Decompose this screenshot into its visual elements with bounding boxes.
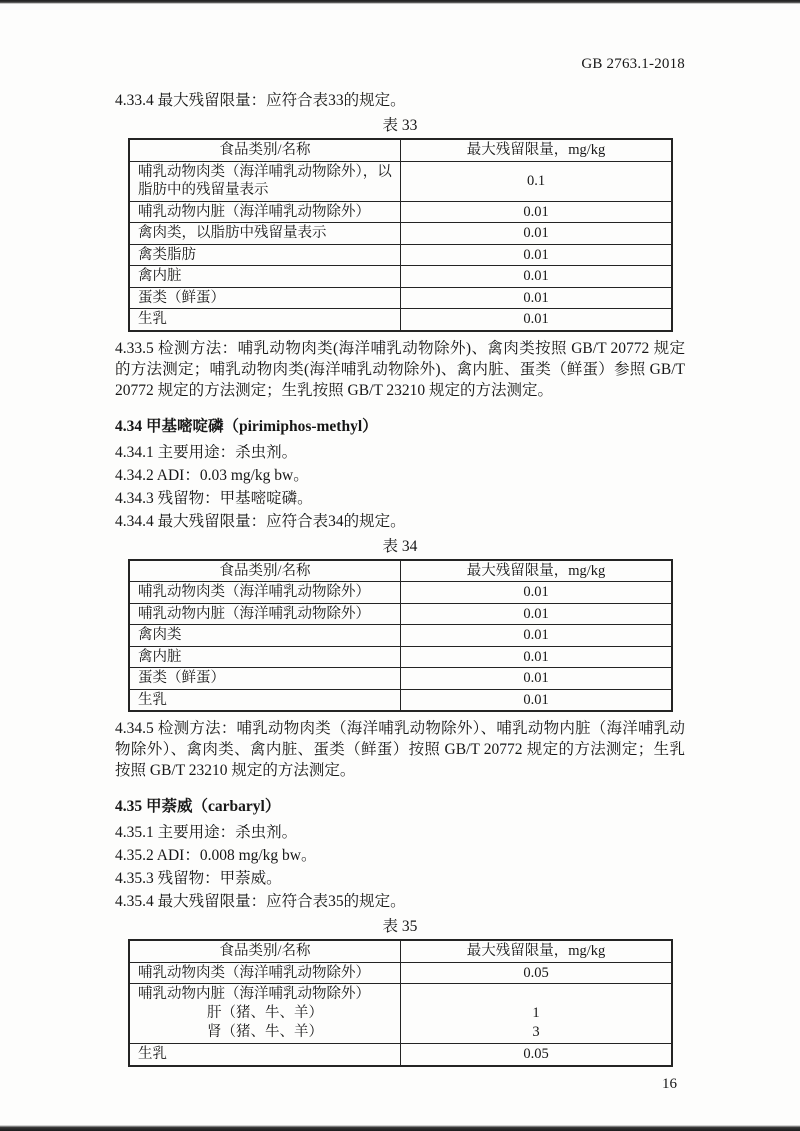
mrl-value-cell: 0.01	[401, 668, 673, 690]
food-category-cell: 禽内脏	[129, 266, 401, 288]
food-category-group-cell	[129, 984, 401, 1044]
clause-4-34-1: 4.34.1 主要用途：杀虫剂。	[115, 443, 298, 461]
food-category-cell: 生乳	[129, 1044, 401, 1066]
table-33-header-food-category: 食品类别/名称	[129, 139, 401, 161]
clause-4-35-1: 4.35.1 主要用途：杀虫剂。	[115, 824, 298, 841]
mrl-value-cell: 0.01	[401, 309, 673, 331]
table-33	[128, 138, 673, 332]
clause-4-34-4: 4.34.4 最大残留限量：应符合表34的规定。	[115, 512, 406, 530]
clause-4-35-2: 4.35.2 ADI：0.008 mg/kg bw。	[115, 847, 317, 864]
food-category-cell: 哺乳动物内脏（海洋哺乳动物除外）	[129, 201, 401, 223]
food-category-cell: 蛋类（鲜蛋）	[129, 287, 401, 309]
mrl-value-cell: 0.01	[401, 287, 673, 309]
table-row	[129, 603, 672, 625]
scan-edge-top	[0, 0, 800, 4]
page-content	[115, 0, 685, 1095]
food-category-cell: 生乳	[129, 309, 401, 331]
table-row	[129, 266, 672, 288]
table-34-header-row	[129, 560, 672, 582]
table-35-header-row	[129, 940, 672, 962]
clause-4-35-3: 4.35.3 残留物：甲萘威。	[115, 870, 282, 887]
heading-4-34: 4.34 甲基嘧啶磷（pirimiphos-methyl）	[115, 417, 378, 435]
clause-4-33-5: 4.33.5 检测方法：哺乳动物肉类(海洋哺乳动物除外)、禽肉类按照 GB/T 20772 规定的方法测定；哺乳动物肉类(海洋哺乳动物除外)、禽内脏、蛋类（鲜蛋）参照 GB/T 20772 规定的方法测定；生乳按照 GB/T 23210 规定的方法测定。	[115, 339, 685, 399]
heading-4-35: 4.35 甲萘威（carbaryl）	[115, 798, 281, 815]
table-34-caption: 表 34	[382, 537, 418, 555]
table-row	[129, 668, 672, 690]
mrl-value-cell: 0.01	[401, 689, 673, 711]
standard-code-header: GB 2763.1-2018	[581, 56, 685, 72]
table-row	[129, 646, 672, 668]
food-category-cell: 禽内脏	[129, 646, 401, 668]
table-34	[128, 559, 673, 713]
table-row	[129, 223, 672, 245]
food-category-cell: 哺乳动物肉类（海洋哺乳动物除外）	[129, 582, 401, 604]
group-subrow-label: 肝（猪、牛、羊）	[207, 1005, 323, 1021]
mrl-value-cell: 0.01	[401, 223, 673, 245]
table-row	[129, 287, 672, 309]
mrl-value-cell: 0.05	[401, 962, 673, 984]
food-category-cell: 哺乳动物肉类（海洋哺乳动物除外）	[129, 962, 401, 984]
mrl-value-group-cell	[401, 984, 673, 1044]
table-33-caption: 表 33	[382, 117, 418, 134]
table-row	[129, 625, 672, 647]
food-category-cell: 蛋类（鲜蛋）	[129, 668, 401, 690]
food-category-cell: 禽类脂肪	[129, 244, 401, 266]
mrl-value-cell: 0.01	[401, 201, 673, 223]
scan-edge-bottom	[0, 1125, 800, 1131]
clause-4-35-4: 4.35.4 最大残留限量：应符合表35的规定。	[115, 893, 406, 910]
group-subrow-value: 1	[532, 1005, 540, 1021]
table-34-header-food-category: 食品类别/名称	[129, 560, 401, 582]
group-title: 哺乳动物内脏（海洋哺乳动物除外）	[138, 986, 370, 1002]
mrl-value-cell: 0.05	[401, 1044, 673, 1066]
mrl-value-cell: 0.1	[401, 161, 673, 201]
table-row	[129, 582, 672, 604]
group-value-spacer	[409, 985, 663, 1004]
table-row	[129, 244, 672, 266]
group-subrow-label: 肾（猪、牛、羊）	[207, 1024, 323, 1040]
table-34-header-mrl: 最大残留限量，mg/kg	[401, 560, 673, 582]
food-category-cell: 哺乳动物内脏（海洋哺乳动物除外）	[129, 603, 401, 625]
table-row	[129, 1044, 672, 1066]
table-35-header-mrl: 最大残留限量，mg/kg	[401, 940, 673, 962]
table-row	[129, 309, 672, 331]
table-row	[129, 161, 672, 201]
table-35-header-food-category: 食品类别/名称	[129, 940, 401, 962]
mrl-value-cell: 0.01	[401, 582, 673, 604]
food-category-cell: 哺乳动物肉类（海洋哺乳动物除外），以脂肪中的残留量表示	[129, 161, 401, 201]
mrl-value-cell: 0.01	[401, 625, 673, 647]
mrl-value-cell: 0.01	[401, 244, 673, 266]
table-35-caption: 表 35	[382, 918, 418, 935]
food-category-cell: 禽肉类	[129, 625, 401, 647]
clause-4-34-2: 4.34.2 ADI：0.03 mg/kg bw。	[115, 466, 309, 484]
table-row	[129, 201, 672, 223]
clause-4-33-4: 4.33.4 最大残留限量：应符合表33的规定。	[115, 92, 406, 109]
clause-4-34-5: 4.34.5 检测方法：哺乳动物肉类（海洋哺乳动物除外）、哺乳动物内脏（海洋哺乳动物除外）、禽肉类、禽内脏、蛋类（鲜蛋）按照 GB/T 20772 规定的方法测定；生乳按照 GB/T 23210 规定的方法测定。	[115, 720, 685, 779]
mrl-value-cell: 0.01	[401, 266, 673, 288]
table-33-header-mrl: 最大残留限量，mg/kg	[401, 139, 673, 161]
mrl-value-cell: 0.01	[401, 646, 673, 668]
table-33-header-row	[129, 139, 672, 161]
group-subrow-value: 3	[532, 1024, 540, 1040]
table-row	[129, 962, 672, 984]
mrl-value-cell: 0.01	[401, 603, 673, 625]
food-category-cell: 生乳	[129, 689, 401, 711]
table-35	[128, 939, 673, 1067]
food-category-cell: 禽肉类，以脂肪中残留量表示	[129, 223, 401, 245]
page-number: 16	[662, 1075, 677, 1092]
clause-4-34-3: 4.34.3 残留物：甲基嘧啶磷。	[115, 489, 313, 507]
table-group-row	[129, 984, 672, 1044]
table-row	[129, 689, 672, 711]
